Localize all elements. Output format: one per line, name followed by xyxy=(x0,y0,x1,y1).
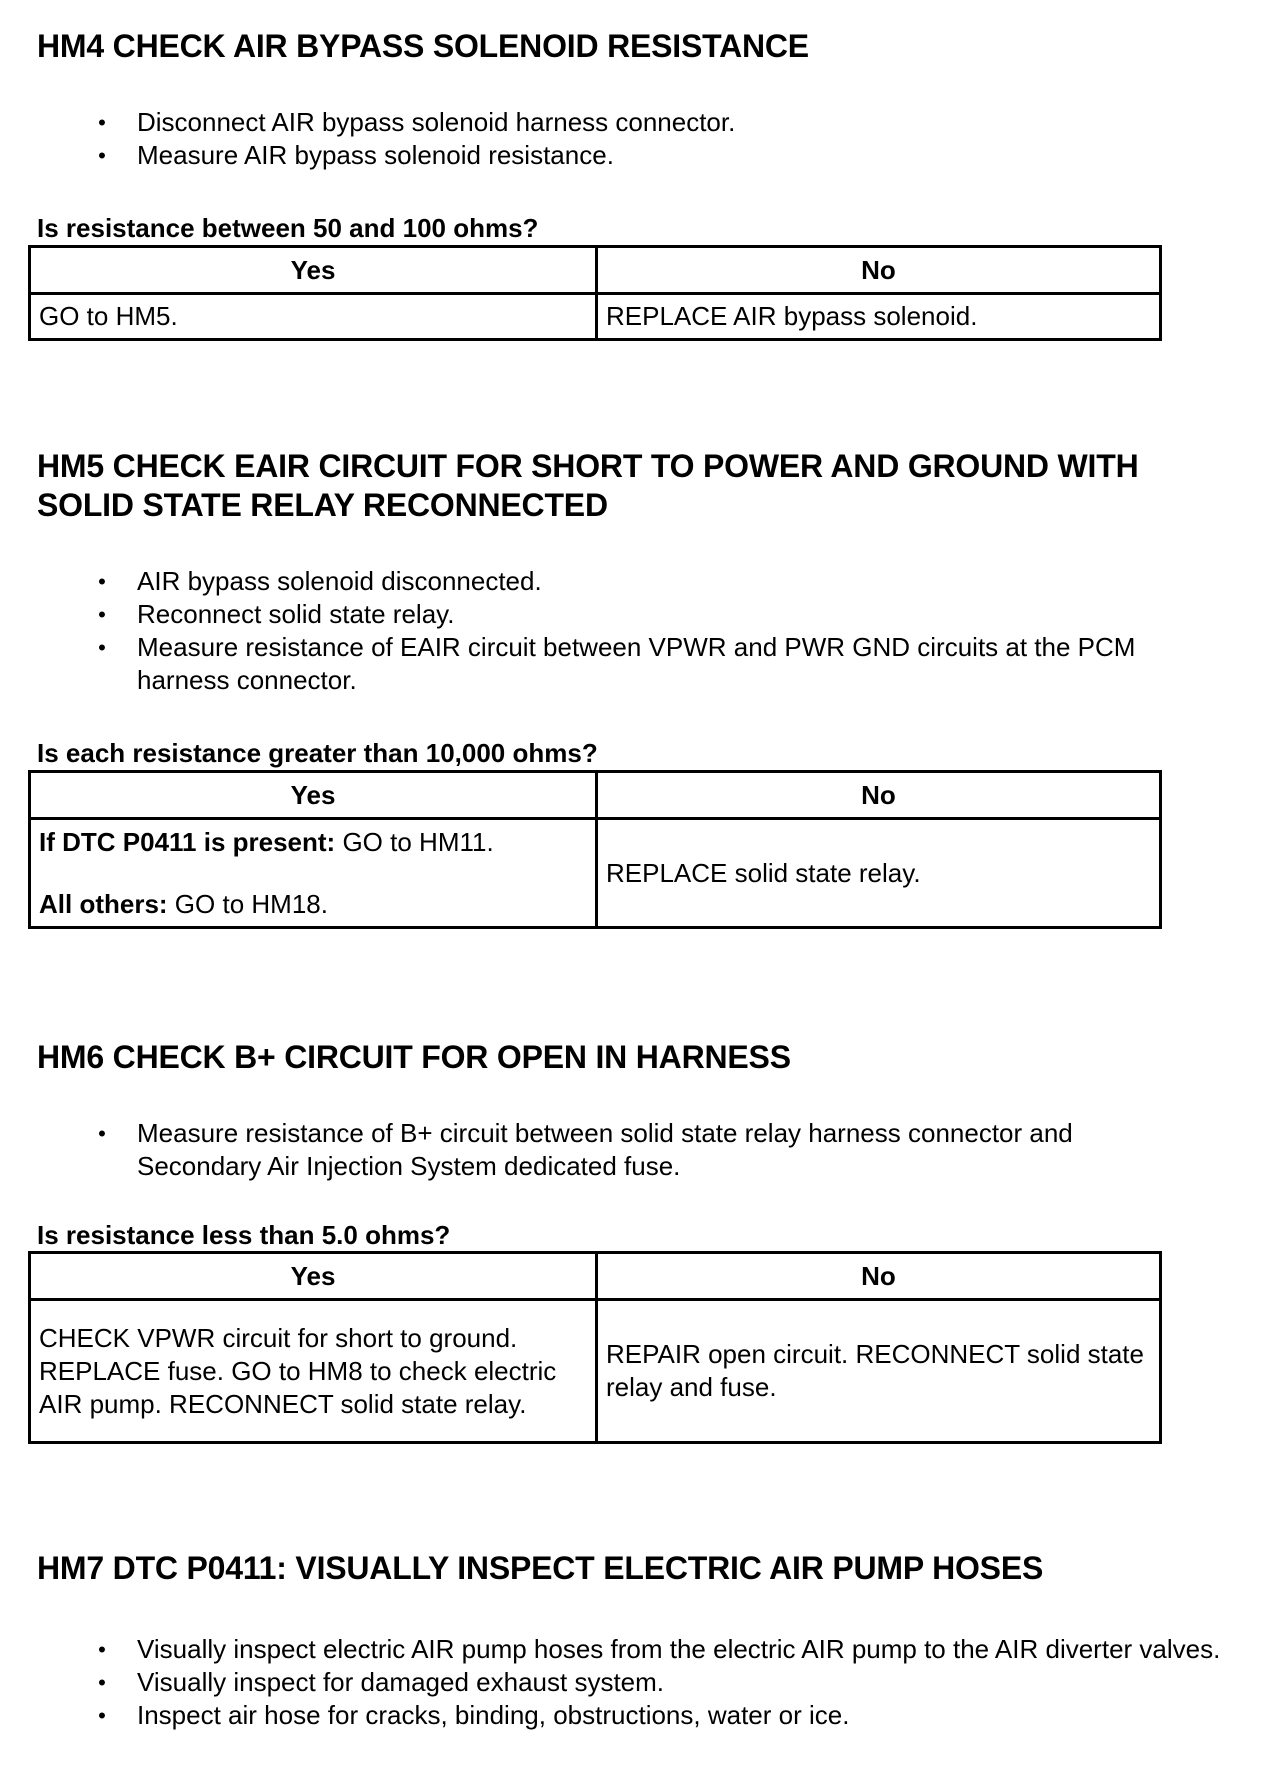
yes-header: Yes xyxy=(30,247,597,294)
bullet-list xyxy=(0,565,1264,697)
no-cell: REPLACE solid state relay. xyxy=(597,819,1161,928)
decision-table xyxy=(28,1251,1162,1444)
no-cell: REPAIR open circuit. RECONNECT solid state relay and fuse. xyxy=(597,1300,1161,1443)
section-title: HM4 CHECK AIR BYPASS SOLENOID RESISTANCE xyxy=(37,28,809,64)
list-item: • AIR bypass solenoid disconnected. xyxy=(0,565,1264,598)
list-item: • Visually inspect electric AIR pump hoses from the electric AIR pump to the AIR diverter valves. xyxy=(0,1633,1264,1666)
bullet-list xyxy=(0,106,1264,172)
bullet-icon: • xyxy=(98,602,106,627)
yes-cell: GO to HM5. xyxy=(30,294,597,340)
list-item: • Measure resistance of B+ circuit between solid state relay harness connector and Secondary Air Injection System dedicated fuse. xyxy=(0,1117,1264,1183)
question-text: Is resistance less than 5.0 ohms? xyxy=(37,1220,451,1250)
bullet-icon: • xyxy=(98,1670,106,1695)
list-item: • Measure AIR bypass solenoid resistance. xyxy=(0,139,1264,172)
no-cell: REPLACE AIR bypass solenoid. xyxy=(597,294,1161,340)
no-header: No xyxy=(597,772,1161,819)
decision-table xyxy=(28,770,1162,929)
list-item: • Inspect air hose for cracks, binding, obstructions, water or ice. xyxy=(0,1699,1264,1732)
no-header: No xyxy=(597,247,1161,294)
list-item: • Reconnect solid state relay. xyxy=(0,598,1264,631)
bullet-icon: • xyxy=(98,569,106,594)
bullet-list xyxy=(0,1117,1264,1183)
bullet-icon: • xyxy=(98,1703,106,1728)
bullet-icon: • xyxy=(98,110,106,135)
yes-header: Yes xyxy=(30,1253,597,1300)
bullet-icon: • xyxy=(98,635,106,660)
yes-header: Yes xyxy=(30,772,597,819)
bullet-list xyxy=(0,1633,1264,1732)
yes-cell: CHECK VPWR circuit for short to ground. REPLACE fuse. GO to HM8 to check electric AIR pump. RECONNECT solid state relay. xyxy=(30,1300,597,1443)
list-item: • Disconnect AIR bypass solenoid harness connector. xyxy=(0,106,1264,139)
list-item: • Visually inspect for damaged exhaust system. xyxy=(0,1666,1264,1699)
yes-cell: If DTC P0411 is present: GO to HM11. All others: GO to HM18. xyxy=(30,819,597,928)
list-item: • Measure resistance of EAIR circuit between VPWR and PWR GND circuits at the PCM harness connector. xyxy=(0,631,1264,697)
decision-table xyxy=(28,245,1162,341)
section-title: HM5 CHECK EAIR CIRCUIT FOR SHORT TO POWER AND GROUND WITH SOLID STATE RELAY RECONNECTED xyxy=(37,448,1139,523)
question-text: Is each resistance greater than 10,000 ohms? xyxy=(37,738,598,768)
section-title: HM7 DTC P0411: VISUALLY INSPECT ELECTRIC AIR PUMP HOSES xyxy=(37,1550,1044,1586)
bullet-icon: • xyxy=(98,1121,106,1146)
bullet-icon: • xyxy=(98,1637,106,1662)
section-title: HM6 CHECK B+ CIRCUIT FOR OPEN IN HARNESS xyxy=(37,1039,791,1075)
question-text: Is resistance between 50 and 100 ohms? xyxy=(37,213,539,243)
bullet-icon: • xyxy=(98,143,106,168)
no-header: No xyxy=(597,1253,1161,1300)
